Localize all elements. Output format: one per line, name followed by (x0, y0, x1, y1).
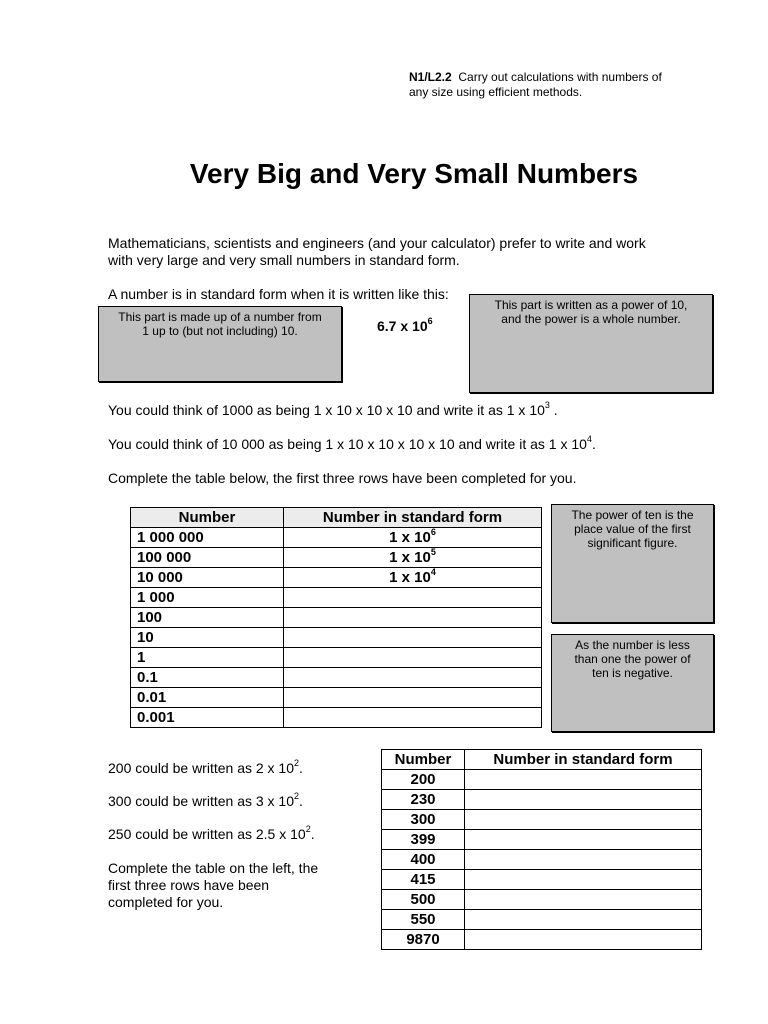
objective-line1: Carry out calculations with numbers of (458, 70, 662, 84)
example-10000-tail: . (591, 436, 596, 452)
instruction-table1: Complete the table below, the first three rows have been completed for you. (108, 470, 577, 486)
standard-form-table-hundreds (381, 749, 702, 950)
callout-power-line2: and the power is a whole number. (501, 312, 681, 326)
table-row (131, 528, 542, 548)
example-1000-text: You could think of 1000 as being 1 x 10 x 10 x 10 and write it as 1 x 10 (108, 402, 545, 418)
intro-line1: Mathematicians, scientists and engineers (and your calculator) prefer to write and work (108, 235, 646, 251)
number-cell: 0.001 (131, 708, 284, 728)
standard-form-cell[interactable] (465, 870, 702, 890)
standard-form-cell[interactable] (284, 688, 542, 708)
table-row (131, 548, 542, 568)
standard-form-exponent: 5 (430, 547, 436, 557)
number-cell: 300 (382, 810, 465, 830)
example-1000 (108, 402, 728, 419)
instruction2-line2: first three rows have been (108, 877, 270, 893)
example-250 (108, 826, 315, 843)
standard-form-cell (284, 548, 542, 568)
standard-form-table-powers (130, 507, 542, 728)
standard-form-base: 1 x 10 (389, 529, 431, 546)
table-row (382, 790, 702, 810)
standard-form-cell[interactable] (465, 910, 702, 930)
number-cell: 100 000 (131, 548, 284, 568)
standard-form-intro: A number is in standard form when it is written like this: (108, 286, 449, 302)
standard-form-cell[interactable] (284, 608, 542, 628)
formula-exponent: 6 (427, 316, 433, 327)
standard-form-cell[interactable] (465, 790, 702, 810)
number-cell: 550 (382, 910, 465, 930)
example-250-text: 250 could be written as 2.5 x 10 (108, 826, 306, 842)
standard-form-base: 1 x 10 (389, 569, 431, 586)
number-cell: 9870 (382, 930, 465, 950)
example-200-text: 200 could be written as 2 x 10 (108, 760, 295, 776)
standard-form-cell (284, 568, 542, 588)
standard-form-cell[interactable] (465, 930, 702, 950)
standard-form-cell[interactable] (465, 850, 702, 870)
table-row (382, 890, 702, 910)
number-cell: 0.01 (131, 688, 284, 708)
table-header-row (131, 508, 542, 528)
callout-mantissa-line1: This part is made up of a number from (118, 310, 322, 324)
note-negative-line1: As the number is less (575, 638, 690, 652)
table-row (131, 568, 542, 588)
callout-mantissa (98, 306, 342, 382)
example-300-text: 300 could be written as 3 x 10 (108, 793, 295, 809)
page-title: Very Big and Very Small Numbers (189, 158, 639, 189)
standard-form-exponent: 4 (430, 567, 436, 577)
standard-form-cell[interactable] (465, 890, 702, 910)
number-cell: 230 (382, 790, 465, 810)
table-row (382, 870, 702, 890)
table-row (382, 770, 702, 790)
standard-form-cell[interactable] (284, 648, 542, 668)
example-300 (108, 793, 303, 810)
number-cell: 399 (382, 830, 465, 850)
table-row (131, 588, 542, 608)
table-row (382, 910, 702, 930)
example-1000-exp: 3 (544, 400, 550, 411)
number-cell: 10 000 (131, 568, 284, 588)
table-header-row (382, 750, 702, 770)
note-power-line3: significant figure. (587, 536, 678, 550)
number-cell: 500 (382, 890, 465, 910)
example-300-exp: 2 (294, 791, 300, 802)
column-header-standard-form: Number in standard form (284, 508, 542, 528)
column-header-number: Number (382, 750, 465, 770)
example-10000 (108, 436, 728, 453)
table-row (382, 810, 702, 830)
instruction-table2 (108, 860, 368, 911)
standard-form-cell[interactable] (465, 830, 702, 850)
standard-form-cell[interactable] (284, 588, 542, 608)
column-header-standard-form: Number in standard form (465, 750, 702, 770)
table-row (131, 648, 542, 668)
note-negative-line3: ten is negative. (592, 666, 673, 680)
note-power-line2: place value of the first (574, 522, 691, 536)
callout-mantissa-line2: 1 up to (but not including) 10. (142, 324, 298, 338)
number-cell: 10 (131, 628, 284, 648)
table-row (131, 628, 542, 648)
number-cell: 1 000 (131, 588, 284, 608)
table-row (382, 850, 702, 870)
example-200 (108, 760, 303, 777)
formula-base: 6.7 x 10 (377, 318, 428, 334)
number-cell: 200 (382, 770, 465, 790)
number-cell: 1 (131, 648, 284, 668)
number-cell: 0.1 (131, 668, 284, 688)
note-negative-power (551, 634, 714, 732)
objective-code: N1/L2.2 (409, 70, 452, 84)
standard-form-cell (284, 528, 542, 548)
objective-note (409, 70, 709, 100)
callout-power-line1: This part is written as a power of 10, (494, 298, 688, 312)
number-cell: 400 (382, 850, 465, 870)
table-row (131, 668, 542, 688)
number-cell: 100 (131, 608, 284, 628)
standard-form-cell[interactable] (465, 810, 702, 830)
table-row (131, 608, 542, 628)
example-10000-exp: 4 (586, 434, 592, 445)
table-row (131, 688, 542, 708)
example-1000-tail: . (549, 402, 558, 418)
standard-form-cell[interactable] (284, 628, 542, 648)
intro-paragraph (108, 235, 728, 269)
note-power-line1: The power of ten is the (571, 508, 694, 522)
objective-line2: any size using efficient methods. (409, 85, 583, 99)
table-row (382, 830, 702, 850)
instruction2-line3: completed for you. (108, 894, 224, 910)
intro-line2: with very large and very small numbers in standard form. (108, 252, 460, 268)
standard-form-base: 1 x 10 (389, 549, 431, 566)
example-200-tail: . (299, 760, 303, 776)
example-250-tail: . (310, 826, 315, 842)
standard-form-example (377, 318, 433, 334)
number-cell: 1 000 000 (131, 528, 284, 548)
table-row (131, 708, 542, 728)
note-power-of-ten (551, 504, 714, 623)
standard-form-cell[interactable] (284, 708, 542, 728)
instruction2-line1: Complete the table on the left, the (108, 860, 319, 876)
example-300-tail: . (299, 793, 303, 809)
number-cell: 415 (382, 870, 465, 890)
example-250-exp: 2 (305, 824, 311, 835)
example-200-exp: 2 (294, 758, 300, 769)
standard-form-cell[interactable] (284, 668, 542, 688)
example-10000-text: You could think of 10 000 as being 1 x 10 x 10 x 10 x 10 and write it as 1 x 10 (108, 436, 587, 452)
note-negative-line2: than one the power of (574, 652, 691, 666)
callout-power (469, 294, 713, 393)
standard-form-cell[interactable] (465, 770, 702, 790)
table-row (382, 930, 702, 950)
column-header-number: Number (131, 508, 284, 528)
standard-form-exponent: 6 (430, 527, 436, 537)
